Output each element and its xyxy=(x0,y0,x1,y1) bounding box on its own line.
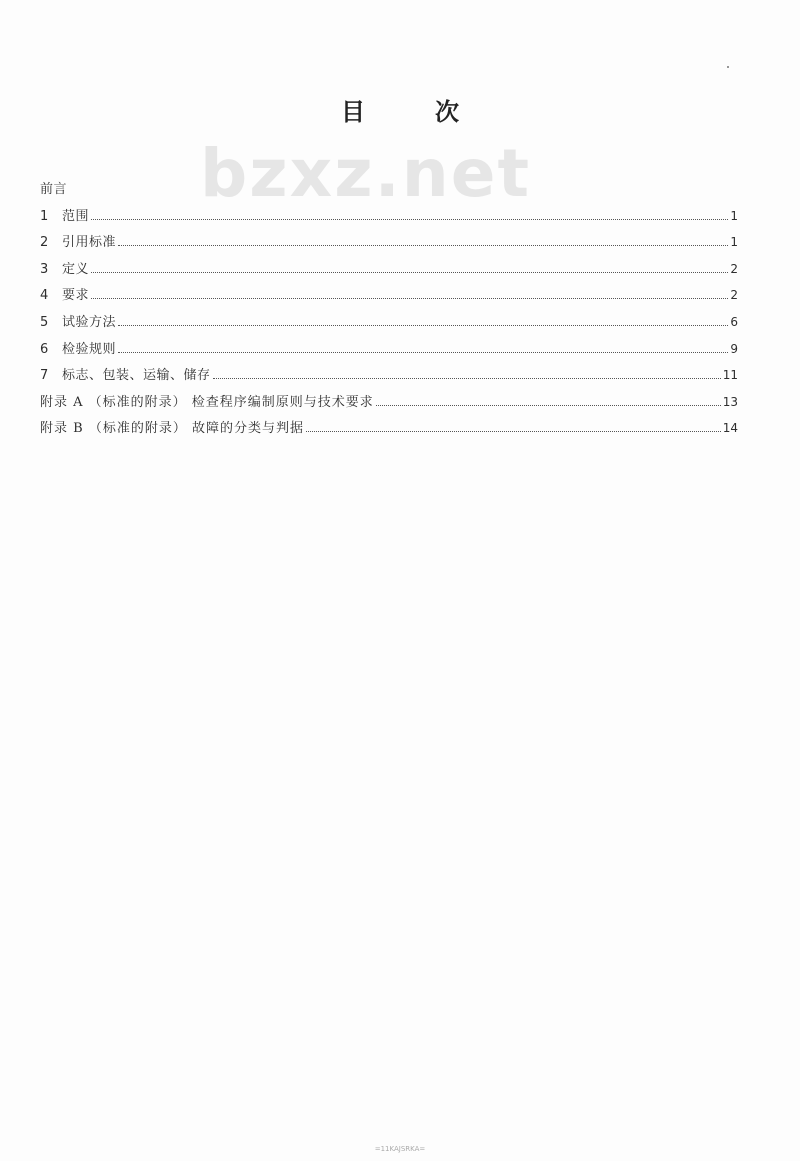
toc-entry-number: 3 xyxy=(40,261,49,277)
toc-dot-leader xyxy=(118,325,728,326)
toc-entry-label: 附录 B （标准的附录） 故障的分类与判据 xyxy=(40,421,304,437)
toc-entry-number: 5 xyxy=(40,314,49,330)
toc-dot-leader xyxy=(213,378,721,379)
toc-dot-leader xyxy=(306,431,721,432)
toc-entry-label: 标志、包装、运输、储存 xyxy=(62,368,211,384)
toc-entry-page: 11 xyxy=(722,368,738,383)
watermark: bzxz.net xyxy=(200,135,532,212)
toc-entry-scope[interactable] xyxy=(40,205,738,232)
toc-entry-number: 2 xyxy=(40,235,49,251)
toc-entry-page: 9 xyxy=(730,341,738,356)
page-title xyxy=(0,92,800,132)
toc-entry-test-methods[interactable] xyxy=(40,311,738,338)
toc-entry-label: 要求 xyxy=(62,288,90,304)
toc-entry-number: 6 xyxy=(40,341,49,357)
toc-entry-appendix-b[interactable] xyxy=(40,417,738,444)
toc-entry-page: 13 xyxy=(722,394,738,409)
toc-entry-definitions[interactable] xyxy=(40,258,738,285)
toc-entry-normative-references[interactable] xyxy=(40,231,738,258)
toc-entry-marking-packaging[interactable] xyxy=(40,364,738,391)
toc-entry-label: 引用标准 xyxy=(62,235,117,251)
toc-entry-number: 4 xyxy=(40,288,49,304)
toc-entry-label: 附录 A （标准的附录） 检查程序编制原则与技术要求 xyxy=(40,394,374,410)
toc-entry-label: 检验规则 xyxy=(62,341,117,357)
toc-dot-leader xyxy=(376,405,721,406)
toc-entry-page: 1 xyxy=(730,208,738,223)
toc-dot-leader xyxy=(91,272,728,273)
toc-dot-leader xyxy=(118,245,728,246)
toc-entry-foreword[interactable] xyxy=(40,178,738,205)
toc-entry-number: 7 xyxy=(40,368,49,384)
toc-entry-label: 试验方法 xyxy=(62,314,117,330)
toc-entry-page: 2 xyxy=(730,261,738,276)
toc-entry-number: 1 xyxy=(40,208,49,224)
title-char-left: 目 xyxy=(341,98,365,126)
toc-entry-page: 2 xyxy=(730,288,738,303)
toc-entry-label: 前言 xyxy=(40,182,68,197)
table-of-contents xyxy=(40,178,738,444)
toc-entry-label: 定义 xyxy=(62,261,90,277)
toc-dot-leader xyxy=(91,298,728,299)
toc-entry-label: 范围 xyxy=(62,208,90,224)
scan-speck xyxy=(727,66,729,68)
toc-entry-page: 14 xyxy=(722,421,738,436)
toc-entry-appendix-a[interactable] xyxy=(40,391,738,418)
toc-entry-page: 1 xyxy=(730,235,738,250)
toc-entry-inspection-rules[interactable] xyxy=(40,338,738,365)
page-footer-mark: =11KAJSRKA= xyxy=(374,1145,426,1153)
toc-dot-leader xyxy=(118,352,728,353)
title-char-right: 次 xyxy=(435,98,459,126)
toc-entry-page: 6 xyxy=(730,314,738,329)
toc-entry-requirements[interactable] xyxy=(40,284,738,311)
toc-dot-leader xyxy=(91,219,728,220)
